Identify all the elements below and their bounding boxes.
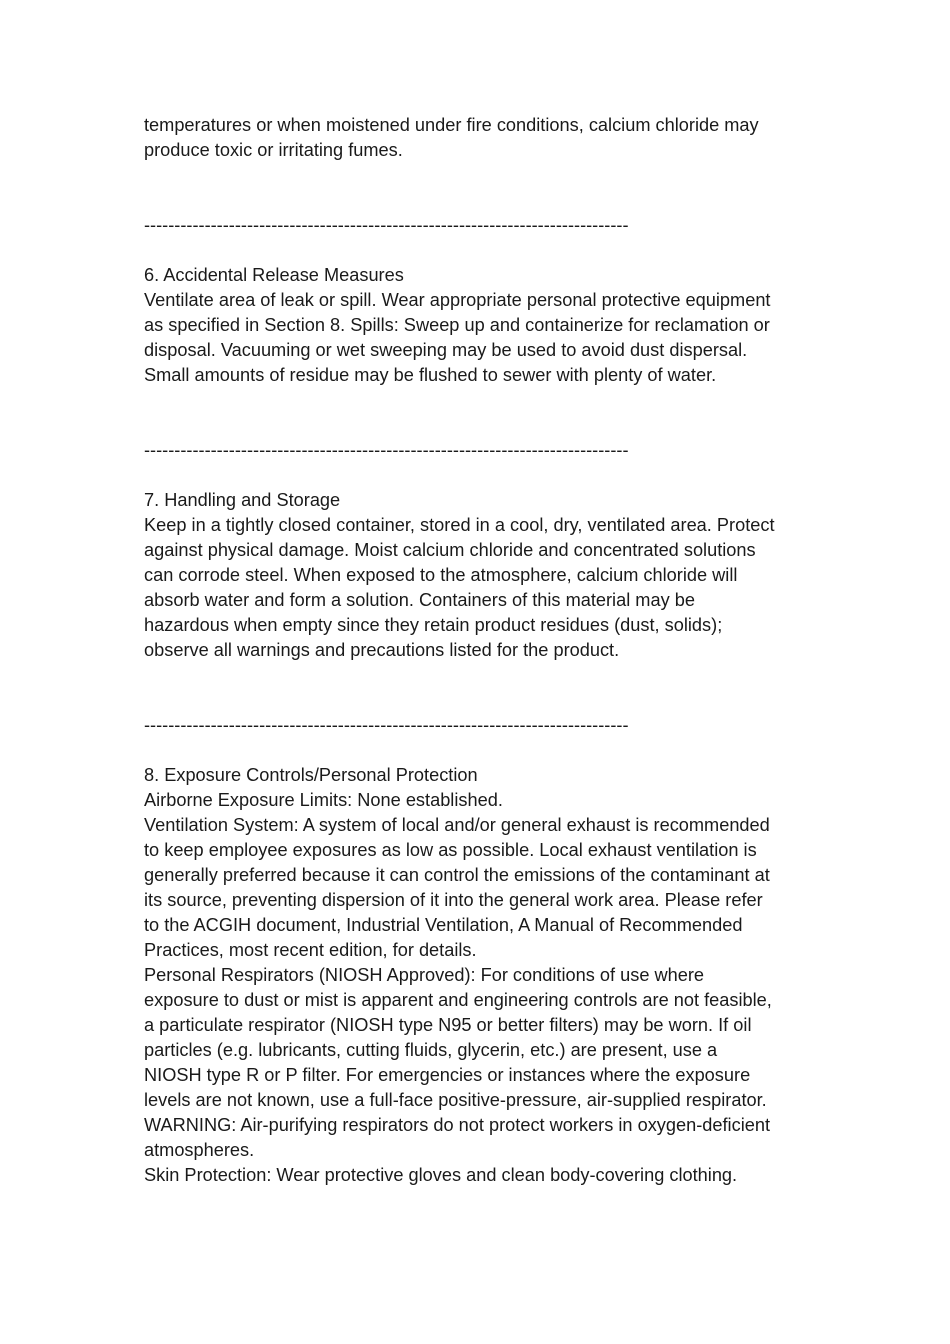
text-line: Airborne Exposure Limits: None established. bbox=[144, 790, 503, 810]
text-line: temperatures or when moistened under fire conditions, calcium chloride may bbox=[144, 115, 759, 135]
text-line: NIOSH type R or P filter. For emergencies or instances where the exposure bbox=[144, 1065, 751, 1085]
text-line: generally preferred because it can control the emissions of the contaminant at bbox=[144, 865, 770, 885]
text-line: observe all warnings and precautions listed for the product. bbox=[144, 640, 620, 660]
text-line: absorb water and form a solution. Containers of this material may be bbox=[144, 590, 695, 610]
text-line: disposal. Vacuuming or wet sweeping may be used to avoid dust dispersal. bbox=[144, 340, 748, 360]
section-heading: 7. Handling and Storage bbox=[144, 490, 341, 510]
text-line: Ventilation System: A system of local and/or general exhaust is recommended bbox=[144, 815, 770, 835]
section-separator: -------------------------------------------------------------------------------- bbox=[144, 440, 629, 460]
text-line: its source, preventing dispersion of it into the general work area. Please refer bbox=[144, 890, 763, 910]
text-line: produce toxic or irritating fumes. bbox=[144, 140, 403, 160]
text-line: can corrode steel. When exposed to the atmosphere, calcium chloride will bbox=[144, 565, 738, 585]
section-exposure-controls bbox=[144, 763, 844, 1188]
text-line: Skin Protection: Wear protective gloves and clean body-covering clothing. bbox=[144, 1165, 738, 1185]
text-line: exposure to dust or mist is apparent and engineering controls are not feasible, bbox=[144, 990, 772, 1010]
section-heading: 8. Exposure Controls/Personal Protection bbox=[144, 765, 478, 785]
text-line: Keep in a tightly closed container, stored in a cool, dry, ventilated area. Protect bbox=[144, 515, 775, 535]
section-separator: -------------------------------------------------------------------------------- bbox=[144, 215, 629, 235]
text-line: a particulate respirator (NIOSH type N95 or better filters) may be worn. If oil bbox=[144, 1015, 752, 1035]
section-handling-storage bbox=[144, 488, 844, 663]
text-line: particles (e.g. lubricants, cutting fluids, glycerin, etc.) are present, use a bbox=[144, 1040, 718, 1060]
text-line: Ventilate area of leak or spill. Wear appropriate personal protective equipment bbox=[144, 290, 771, 310]
text-line: levels are not known, use a full-face positive-pressure, air-supplied respirator. bbox=[144, 1090, 767, 1110]
text-line: atmospheres. bbox=[144, 1140, 255, 1160]
text-line: WARNING: Air-purifying respirators do not protect workers in oxygen-deficient bbox=[144, 1115, 771, 1135]
text-line: Practices, most recent edition, for details. bbox=[144, 940, 477, 960]
text-line: Small amounts of residue may be flushed to sewer with plenty of water. bbox=[144, 365, 717, 385]
section-accidental-release bbox=[144, 263, 844, 388]
text-line: hazardous when empty since they retain product residues (dust, solids); bbox=[144, 615, 723, 635]
section-separator: -------------------------------------------------------------------------------- bbox=[144, 715, 629, 735]
intro-text bbox=[144, 113, 844, 163]
text-line: as specified in Section 8. Spills: Sweep up and containerize for reclamation or bbox=[144, 315, 770, 335]
text-line: to the ACGIH document, Industrial Ventilation, A Manual of Recommended bbox=[144, 915, 743, 935]
text-line: Personal Respirators (NIOSH Approved): For conditions of use where bbox=[144, 965, 705, 985]
text-line: to keep employee exposures as low as possible. Local exhaust ventilation is bbox=[144, 840, 757, 860]
document-page bbox=[144, 113, 844, 1188]
text-line: against physical damage. Moist calcium chloride and concentrated solutions bbox=[144, 540, 756, 560]
section-heading: 6. Accidental Release Measures bbox=[144, 265, 404, 285]
